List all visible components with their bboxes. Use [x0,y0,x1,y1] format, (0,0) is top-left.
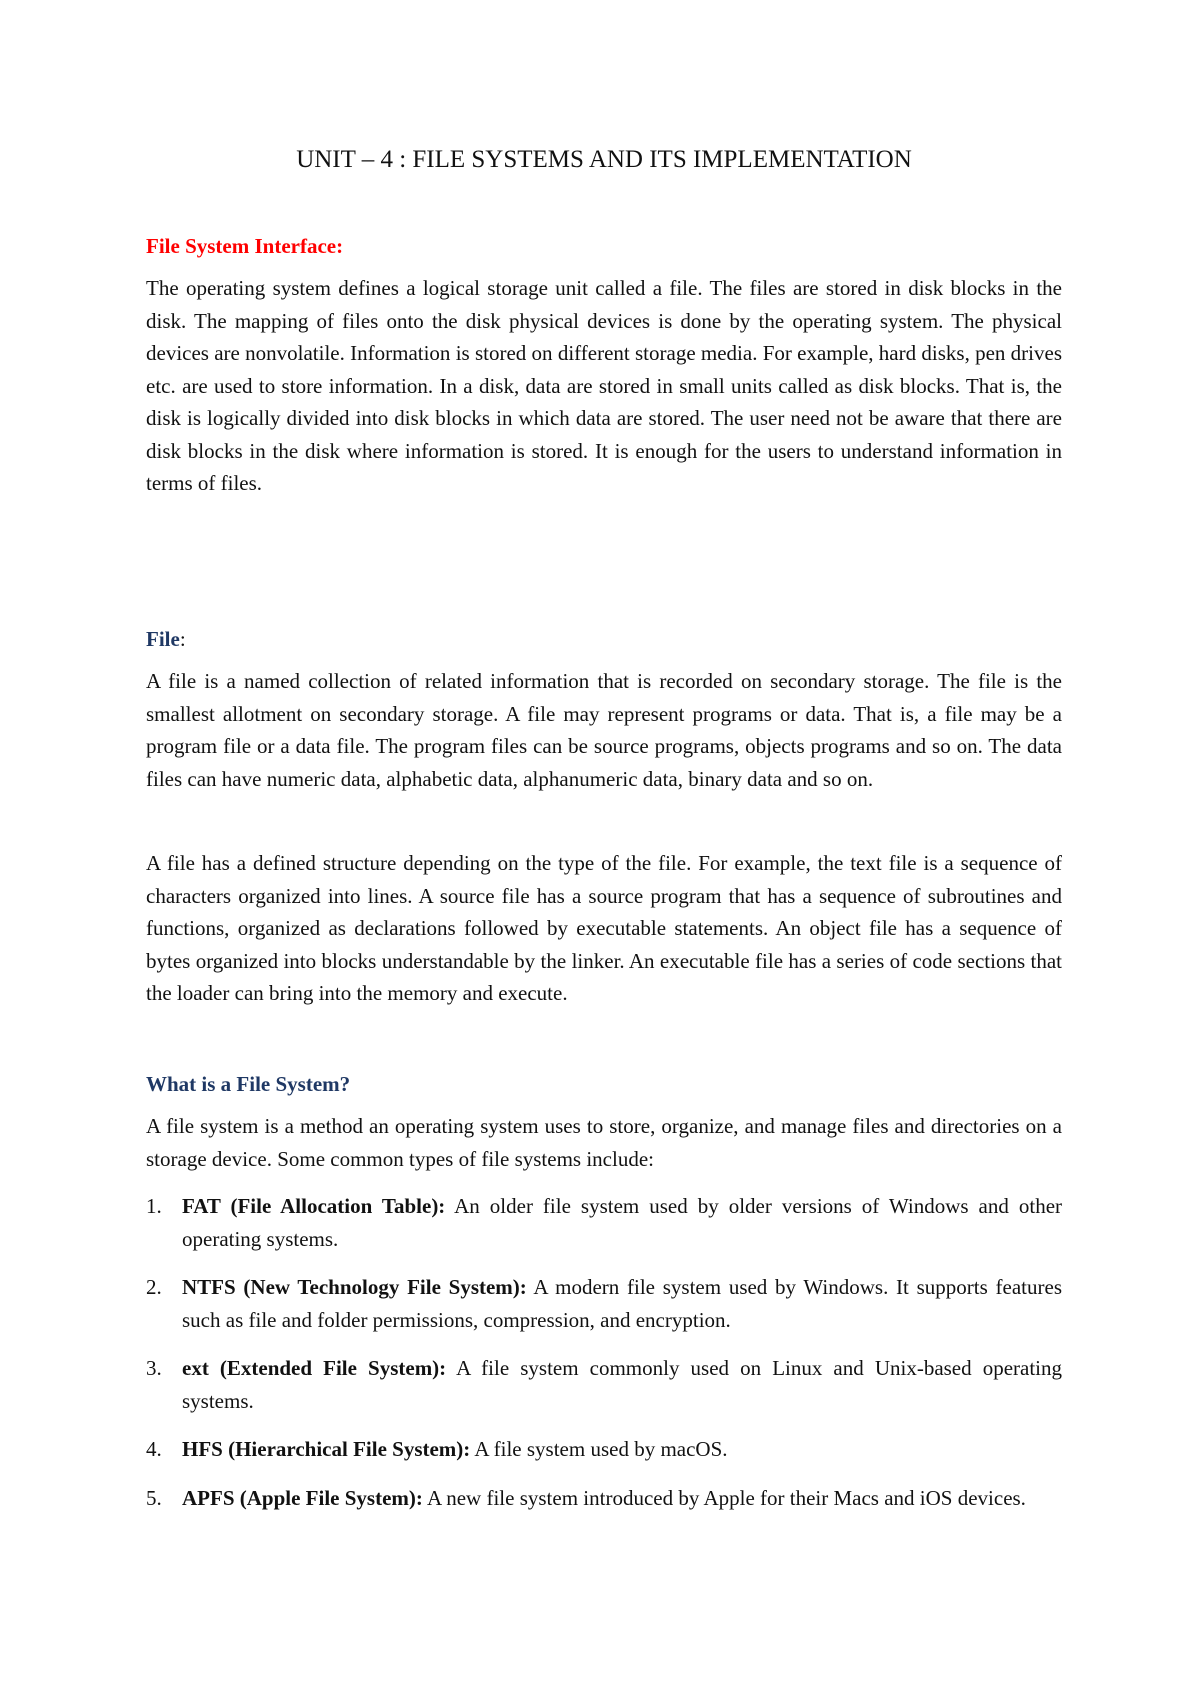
section-heading-file-text: File [146,627,180,651]
paragraph-file-system-definition: A file system is a method an operating system uses to store, organize, and manage files and directories on a storage device. Some common types of file systems include: [146,1114,1062,1171]
list-item-fat [146,1190,1062,1255]
document-title: UNIT – 4 : FILE SYSTEMS AND ITS IMPLEMENTATION [296,146,912,173]
paragraph-file-definition: A file is a named collection of related information that is recorded on secondary storage. The file is the smallest allotment on secondary storage. A file may represent programs or data. That is, a file may be a program file or a data file. The program files can be source programs, objects programs and so on. The data files can have numeric data, alphabetic data, alphanumeric data, binary data and so on. [146,669,1062,791]
list-term: HFS (Hierarchical File System): [182,1437,471,1461]
list-term: ext (Extended File System): [182,1356,447,1380]
list-description: A file system commonly used on Linux and Unix-based operating systems. [182,1356,1063,1413]
section-heading-what-is-file-system: What is a File System? [146,1072,351,1096]
paragraph-file-system-interface: The operating system defines a logical storage unit called a file. The files are stored in disk blocks in the disk. The mapping of files onto the disk physical devices is done by the operating system. The physical devices are nonvolatile. Information is stored on different storage media. For example, hard disks, pen drives etc. are used to store information. In a disk, data are stored in small units called as disk blocks. That is, the disk is logically divided into disk blocks in which data are stored. The user need not be aware that there are disk blocks in the disk where information is stored. It is enough for the users to understand information in terms of files. [146,276,1062,495]
list-description: A modern file system used by Windows. It supports features such as file and folder permissions, compression, and encryption. [182,1275,1062,1332]
list-description: A new file system introduced by Apple for their Macs and iOS devices. [422,1485,1026,1510]
file-system-types-list [146,1190,1062,1530]
list-number: 3. [146,1356,162,1380]
list-term: FAT (File Allocation Table): [182,1194,446,1218]
list-number: 1. [146,1194,162,1218]
section-heading-file-system-interface: File System Interface: [146,234,344,258]
list-description: An older file system used by older versions of Windows and other operating systems. [182,1194,1063,1251]
section-heading-file [146,627,186,652]
list-number: 5. [146,1485,162,1510]
paragraph-file-structure: A file has a defined structure depending on the type of the file. For example, the text file is a sequence of characters organized into lines. A source file has a source program that has a sequence of subroutines and functions, organized as declarations followed by executable statements. An object file has a sequence of bytes organized into blocks understandable by the linker. An executable file has a series of code sections that the loader can bring into the memory and execute. [146,851,1062,1005]
section-heading-file-colon: : [179,627,186,651]
list-item-ntfs [146,1271,1062,1336]
list-description: A file system used by macOS. [470,1437,728,1461]
list-item-hfs [146,1433,1062,1466]
list-term: NTFS (New Technology File System): [182,1275,527,1299]
list-term: APFS (Apple File System): [182,1485,423,1510]
list-item-apfs [146,1482,1062,1515]
list-number: 2. [146,1275,162,1299]
list-number: 4. [146,1437,162,1461]
list-item-ext [146,1352,1062,1417]
